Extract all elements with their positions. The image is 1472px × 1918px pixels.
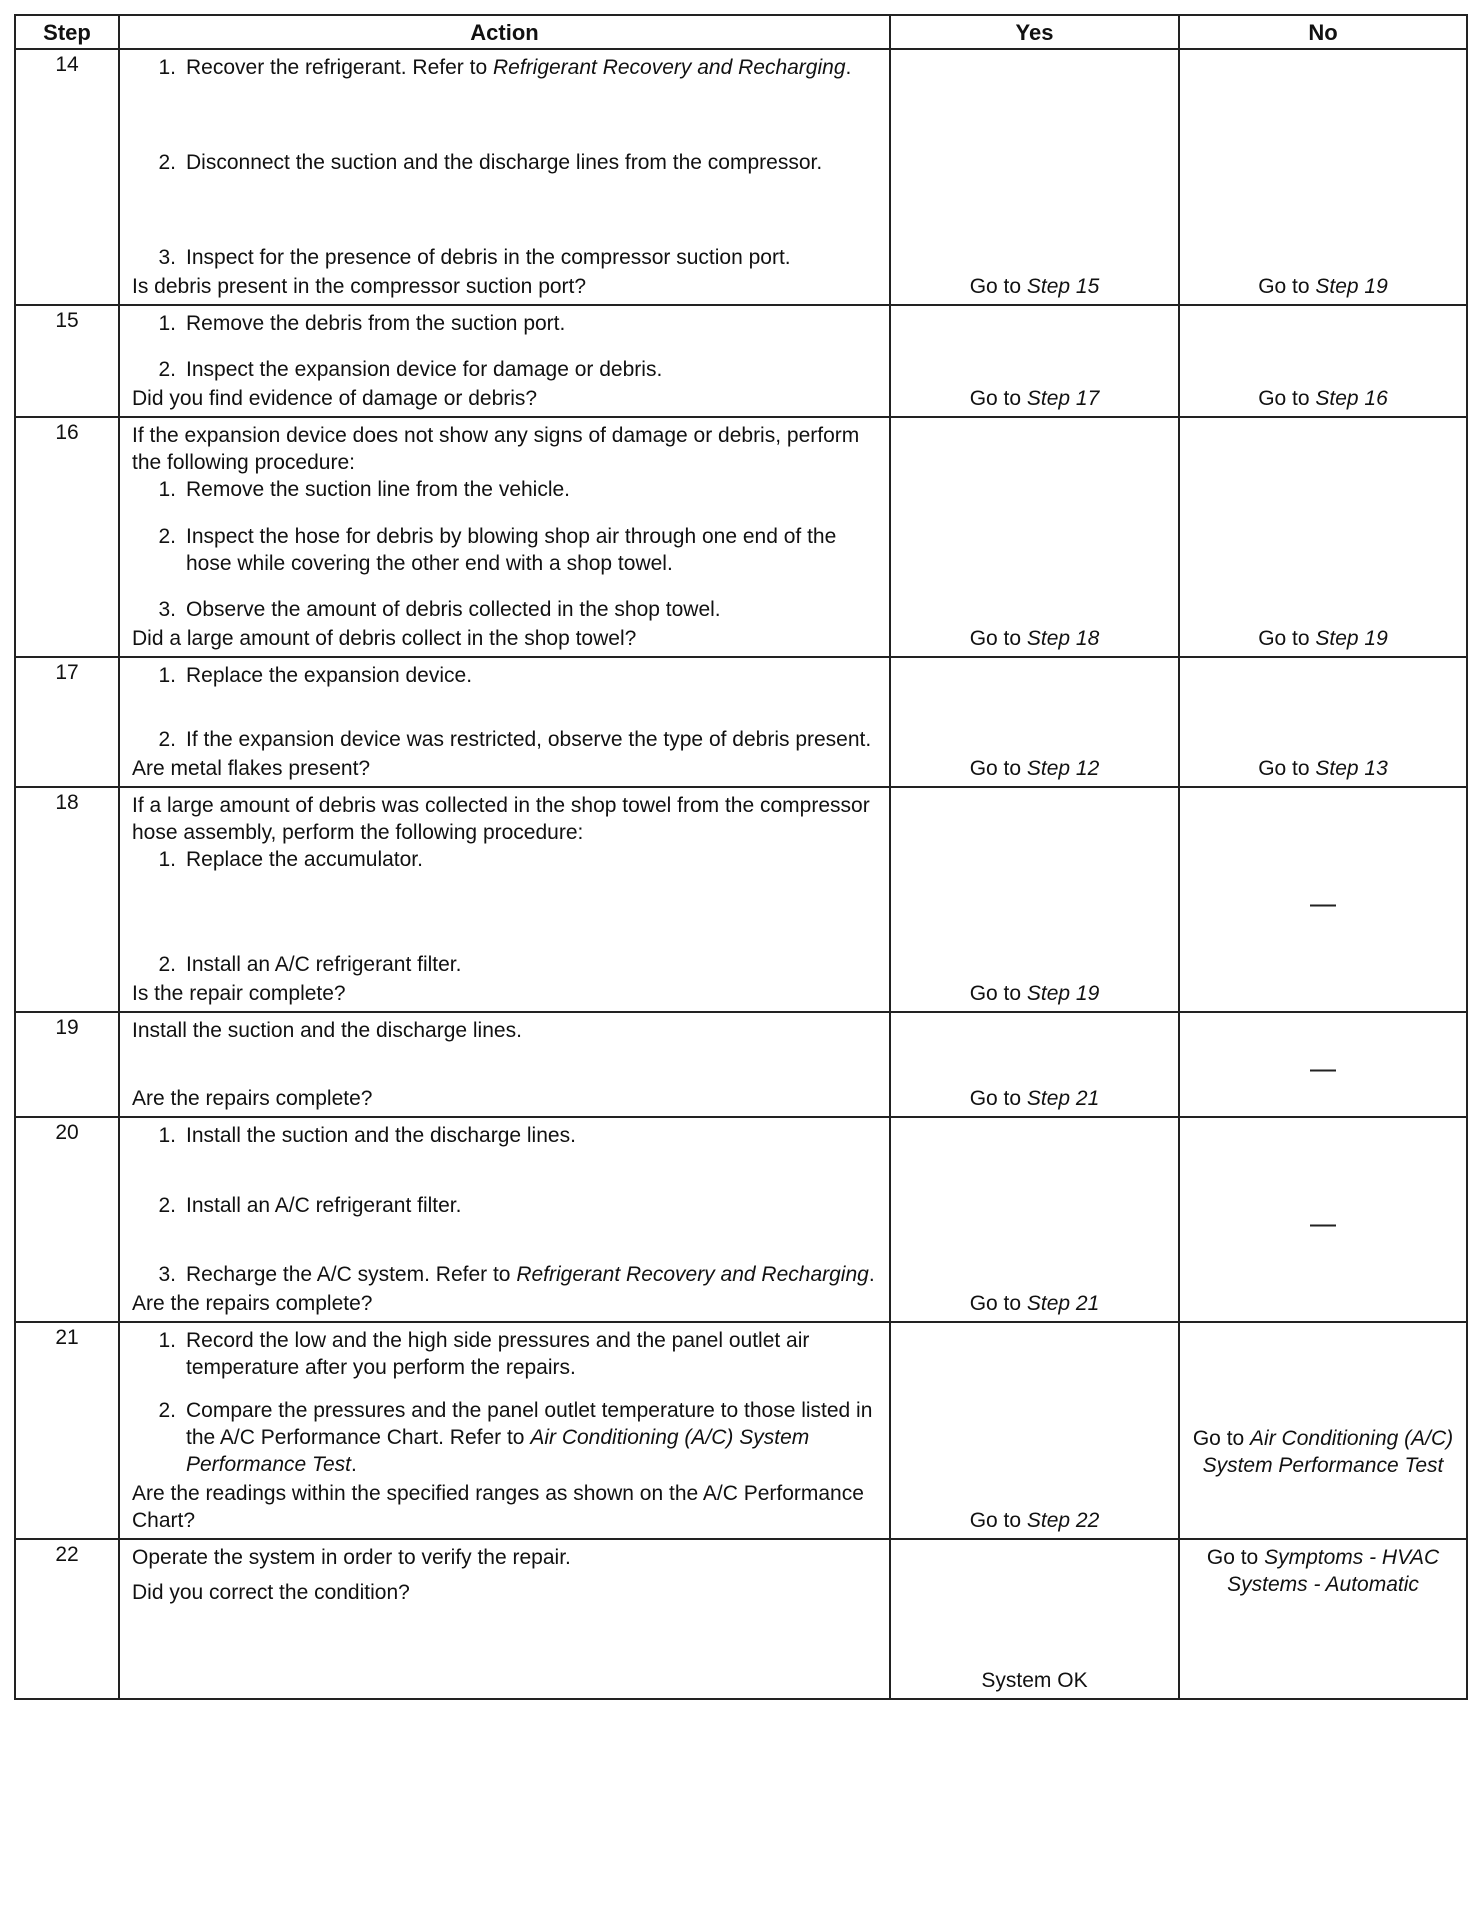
action-step-item [132, 54, 877, 81]
no-result-dash [1310, 1069, 1336, 1071]
action-step-number: 2. [158, 524, 176, 548]
no-result-link-text: Step 13 [1315, 757, 1388, 780]
action-step-body: Inspect for the presence of debris in the compressor suction port. [186, 246, 791, 269]
yes-cell [890, 1539, 1179, 1699]
action-steps-list [132, 662, 877, 755]
no-result [1180, 1544, 1466, 1598]
no-result-prefix: Go to [1192, 1427, 1251, 1450]
action-content [132, 792, 877, 1007]
no-result [1180, 755, 1466, 782]
action-question: Are metal flakes present? [132, 757, 371, 780]
action-step-item [132, 149, 877, 176]
yes-result [891, 385, 1178, 412]
action-step-text [186, 523, 877, 577]
action-step-text [186, 244, 791, 271]
action-step-number: 1. [158, 1124, 176, 1147]
action-step-number: 3. [158, 246, 176, 269]
action-step-item [132, 1397, 877, 1478]
no-result [1180, 886, 1466, 913]
yes-cell [890, 1117, 1179, 1322]
yes-result [891, 1667, 1178, 1694]
no-result-prefix: Go to [1206, 1546, 1265, 1569]
step-number: 17 [15, 657, 119, 787]
table-row [15, 1539, 1467, 1699]
action-step-number: 2. [158, 728, 176, 751]
table-row [15, 1322, 1467, 1539]
action-step-number: 2. [158, 953, 176, 976]
action-cell [119, 1322, 890, 1539]
action-step-body: Observe the amount of debris collected in the shop towel. [186, 598, 721, 621]
header-row [15, 15, 1467, 49]
yes-result-link-text: Step 18 [1026, 627, 1100, 650]
action-step-body: Install the suction and the discharge lines. [186, 1124, 576, 1147]
action-steps-list [132, 1122, 877, 1290]
action-step-item [132, 476, 877, 503]
no-cell [1179, 787, 1467, 1012]
header-step: Step [15, 15, 119, 49]
action-intro: Operate the system in order to verify the repair. [132, 1546, 571, 1569]
action-step-text [186, 1261, 875, 1288]
step-number: 21 [15, 1322, 119, 1539]
yes-cell [890, 49, 1179, 305]
action-step-number: 3. [158, 1263, 176, 1286]
yes-result-link-text: Step 21 [1026, 1292, 1100, 1315]
no-result-prefix: Go to [1258, 627, 1316, 650]
action-step-item [132, 1261, 877, 1288]
action-step-text [186, 951, 461, 978]
action-cell [119, 1539, 890, 1699]
action-content [132, 1544, 877, 1694]
no-result-link-text: Symptoms - HVAC Systems - Automatic [1227, 1546, 1440, 1596]
action-steps-list [132, 54, 877, 273]
action-step-body: Install an A/C refrigerant filter. [186, 953, 462, 976]
yes-result [891, 1507, 1178, 1534]
step-number: 19 [15, 1012, 119, 1117]
no-result-prefix: Go to [1258, 387, 1316, 410]
step-number: 18 [15, 787, 119, 1012]
action-step-number: 1. [158, 56, 176, 79]
action-step-body: Recharge the A/C system. Refer to [186, 1263, 517, 1286]
action-step-text [186, 726, 871, 753]
table-row [15, 787, 1467, 1012]
action-step-text [186, 846, 423, 873]
action-question: Are the readings within the specified ranges as shown on the A/C Performance Chart? [132, 1482, 864, 1532]
action-step-punct: . [868, 1263, 875, 1286]
no-result [1180, 1425, 1466, 1479]
action-cell [119, 1012, 890, 1117]
yes-result-prefix: Go to [969, 1509, 1027, 1532]
action-step-body: If the expansion device was restricted, observe the type of debris present. [186, 728, 872, 751]
no-result-dash [1310, 1224, 1336, 1226]
no-cell [1179, 305, 1467, 417]
yes-cell [890, 1012, 1179, 1117]
action-content [132, 1017, 877, 1112]
yes-result-link-text: Step 17 [1026, 387, 1100, 410]
action-step-number: 2. [158, 1399, 176, 1422]
action-step-number: 1. [158, 1329, 176, 1352]
yes-result-link-text: Step 22 [1026, 1509, 1100, 1532]
action-question: Did you correct the condition? [132, 1581, 410, 1604]
action-step-punct: . [845, 56, 852, 79]
action-step-item [132, 726, 877, 753]
yes-result-link-text: Step 12 [1026, 757, 1100, 780]
action-step-body: Compare the pressures and the panel outlet temperature to those listed in the A/C Performance Chart. Refer to [186, 1399, 873, 1449]
yes-result-prefix: Go to [969, 627, 1027, 650]
yes-cell [890, 1322, 1179, 1539]
action-step-text [186, 476, 570, 503]
action-step-number: 2. [158, 151, 176, 174]
header-action: Action [119, 15, 890, 49]
no-result-link-text: Air Conditioning (A/C) System Performance Test [1202, 1427, 1454, 1477]
action-step-number: 2. [158, 358, 176, 381]
action-cell [119, 787, 890, 1012]
action-step-body: Replace the accumulator. [186, 848, 423, 871]
action-cell [119, 49, 890, 305]
table-row [15, 417, 1467, 657]
action-content [132, 54, 877, 300]
yes-cell [890, 417, 1179, 657]
yes-result-prefix: Go to [969, 757, 1027, 780]
table-row [15, 49, 1467, 305]
action-step-item [132, 1327, 877, 1381]
action-question: Are the repairs complete? [132, 1087, 373, 1110]
yes-result [891, 755, 1178, 782]
action-step-body: Install an A/C refrigerant filter. [186, 1193, 462, 1217]
action-content [132, 662, 877, 782]
action-cell [119, 657, 890, 787]
yes-result-prefix: Go to [969, 1087, 1027, 1110]
action-intro: If the expansion device does not show any signs of damage or debris, perform the following procedure: [132, 424, 860, 474]
no-result [1180, 1051, 1466, 1078]
action-cell [119, 305, 890, 417]
action-step-item [132, 356, 877, 383]
action-steps-list [132, 310, 877, 385]
action-step-text [186, 596, 721, 623]
no-result [1180, 1206, 1466, 1233]
no-result-prefix: Go to [1258, 275, 1316, 298]
action-step-text [186, 54, 851, 81]
action-step-body: Remove the suction line from the vehicle. [186, 478, 571, 501]
action-step-body: Recover the refrigerant. Refer to [186, 56, 493, 79]
action-step-item [132, 1122, 877, 1149]
action-step-reference: Refrigerant Recovery and Recharging [516, 1263, 869, 1286]
table-row [15, 305, 1467, 417]
table-row [15, 1117, 1467, 1322]
action-step-text [186, 662, 472, 689]
action-content [132, 422, 877, 652]
action-steps-list [132, 476, 877, 625]
no-cell [1179, 1012, 1467, 1117]
yes-cell [890, 305, 1179, 417]
action-step-body: Record the low and the high side pressures and the panel outlet air temperature after you perform the repairs. [186, 1329, 810, 1379]
action-step-body: Inspect the hose for debris by blowing shop air through one end of the hose while covering the other end with a shop towel. [186, 524, 837, 575]
header-yes: Yes [890, 15, 1179, 49]
yes-result-prefix: Go to [969, 387, 1027, 410]
action-step-item [132, 523, 877, 577]
yes-result-prefix: Go to [969, 1292, 1027, 1315]
action-spacer [132, 1044, 877, 1085]
yes-result-prefix: Go to [969, 982, 1027, 1005]
action-step-number: 1. [158, 478, 176, 501]
step-number: 22 [15, 1539, 119, 1699]
action-step-item [132, 662, 877, 689]
yes-result [891, 1290, 1178, 1317]
step-number: 14 [15, 49, 119, 305]
action-question: Is the repair complete? [132, 982, 346, 1005]
yes-result-link-text: Step 21 [1026, 1087, 1100, 1110]
no-result-dash [1310, 904, 1336, 906]
action-step-text [186, 149, 822, 176]
action-steps-list [132, 846, 877, 980]
action-step-number: 1. [158, 312, 176, 335]
yes-result-link-text: Step 19 [1026, 982, 1100, 1005]
no-cell [1179, 1117, 1467, 1322]
diagnostic-table [14, 14, 1468, 1700]
action-step-number: 1. [158, 664, 176, 687]
action-steps-list [132, 1327, 877, 1480]
action-step-text [186, 1192, 461, 1219]
header-no: No [1179, 15, 1467, 49]
action-step-body: Replace the expansion device. [186, 664, 473, 687]
action-step-body: Inspect the expansion device for damage or debris. [186, 358, 663, 381]
action-cell [119, 1117, 890, 1322]
action-step-number: 1. [158, 848, 176, 871]
action-question: Are the repairs complete? [132, 1292, 373, 1315]
action-step-body: Disconnect the suction and the discharge lines from the compressor. [186, 151, 823, 174]
action-content [132, 1327, 877, 1534]
action-intro: If a large amount of debris was collected in the shop towel from the compressor hose assembly, perform the following procedure: [132, 794, 870, 844]
no-result [1180, 625, 1466, 652]
action-step-item [132, 951, 877, 978]
step-number: 20 [15, 1117, 119, 1322]
no-cell [1179, 1322, 1467, 1539]
yes-result [891, 1085, 1178, 1112]
action-step-text [186, 1122, 576, 1149]
action-question: Did a large amount of debris collect in the shop towel? [132, 627, 637, 650]
action-step-item [132, 244, 877, 271]
yes-cell [890, 787, 1179, 1012]
action-step-item [132, 1192, 877, 1219]
action-step-reference: Air Conditioning (A/C) System Performance Test [186, 1426, 810, 1476]
action-step-text [186, 356, 662, 383]
step-number: 16 [15, 417, 119, 657]
action-intro: Install the suction and the discharge lines. [132, 1019, 522, 1042]
no-result [1180, 385, 1466, 412]
action-content [132, 1122, 877, 1317]
table-row [15, 657, 1467, 787]
action-step-punct: . [350, 1453, 357, 1476]
yes-cell [890, 657, 1179, 787]
no-cell [1179, 657, 1467, 787]
action-content [132, 310, 877, 412]
yes-result-text: System OK [981, 1669, 1088, 1692]
action-step-text [186, 1397, 877, 1478]
no-result-link-text: Step 16 [1315, 387, 1388, 410]
no-result-link-text: Step 19 [1315, 275, 1388, 298]
no-cell [1179, 49, 1467, 305]
action-cell [119, 417, 890, 657]
yes-result-prefix: Go to [969, 275, 1027, 298]
no-result-prefix: Go to [1258, 757, 1316, 780]
action-step-number: 3. [158, 598, 176, 621]
no-cell [1179, 417, 1467, 657]
action-step-item [132, 310, 877, 337]
yes-result [891, 273, 1178, 300]
action-step-item [132, 846, 877, 873]
action-step-text [186, 310, 565, 337]
yes-result-link-text: Step 15 [1026, 275, 1100, 298]
action-step-body: Remove the debris from the suction port. [186, 312, 566, 335]
no-result [1180, 273, 1466, 300]
action-step-item [132, 596, 877, 623]
action-spacer [132, 1606, 877, 1694]
action-question: Did you find evidence of damage or debris? [132, 387, 538, 410]
yes-result [891, 625, 1178, 652]
no-cell [1179, 1539, 1467, 1699]
no-result-link-text: Step 19 [1315, 627, 1388, 650]
step-number: 15 [15, 305, 119, 417]
action-step-reference: Refrigerant Recovery and Recharging [492, 56, 846, 79]
table-row [15, 1012, 1467, 1117]
action-step-number: 2. [158, 1193, 176, 1217]
action-question: Is debris present in the compressor suction port? [132, 275, 587, 298]
yes-result [891, 980, 1178, 1007]
action-step-text [186, 1327, 877, 1381]
